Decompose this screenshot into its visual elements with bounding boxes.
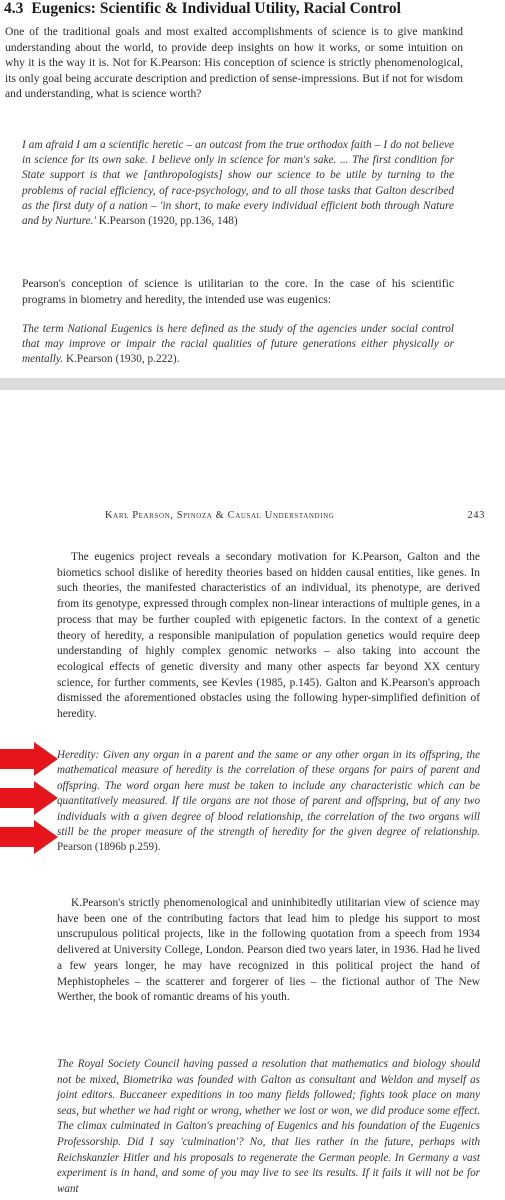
bottom-page (0, 390, 505, 1200)
red-arrow-icon (0, 781, 58, 815)
blockquote-1-citation: K.Pearson (1920, pp.136, 148) (98, 215, 238, 228)
blockquote-3 (57, 748, 480, 856)
paragraph-2: Pearson's conception of science is utilitarian to the core. In the case of his scientific programs in biometry and heredity, the intended use was eugenics: (22, 277, 454, 306)
blockquote-3-citation: Pearson (1896b p.259). (57, 841, 161, 854)
page-number: 243 (467, 510, 485, 521)
red-arrow-icon (0, 820, 58, 854)
blockquote-2-citation: K.Pearson (1930, p.222). (65, 353, 180, 366)
section-heading (4, 0, 504, 18)
running-head (105, 510, 495, 521)
paragraph-1: One of the traditional goals and most exalted accomplishments of science is to give mankind understanding about the world, to provide deep insights on how it works, or some intuition on why it is the way it is. Not for K.Pearson: His conception of science is strictly phenomenological, its only goal being accurate description and prediction of sense-impressions. But if not for wisdom and understanding, what is science worth? (5, 25, 463, 100)
section-title: Eugenics: Scientific & Individual Utility, Racial Control (31, 0, 401, 17)
blockquote-3-text: Heredity: Given any organ in a parent and the same or any other organ in its offspring, the mathematical measure of heredity is the correlation of these organs for pairs of parent and offspring. The word organ here must be taken to include any characteristic which can be quantitatively measured. If tile organs are not those of parent and offspring, but of any two individuals with a given degree of blood relationship, the correlation of the two organs will still be the proper measure of the strength of heredity for the given degree of relationship. (57, 749, 480, 839)
blockquote-1 (22, 138, 454, 229)
red-arrow-icon (0, 742, 58, 776)
blockquote-2 (22, 322, 454, 368)
section-number: 4.3 (4, 0, 24, 17)
paragraph-3: The eugenics project reveals a secondary motivation for K.Pearson, Galton and the biometics school dislike of heredity theories based on hidden causal entities, like genes. In such theories, the manifested characteristics of an individual, its phenotype, are derived from its genotype, expressed through complex non-linear interactions of multiple genes, in a process that may be further coupled with epigenetic factors. In the context of a genetic theory of heredity, a responsible manipulation of population genetics would require deep understanding of highly complex genomic networks – also taking into account the ecological effects of genetic diversity and many other aspects far beyond XX century science, for further comments, see Kevles (1985, p.145). Galton and K.Pearson's approach dismissed the aforementioned obstacles using the following hyper-simplified definition of heredity. (57, 551, 480, 721)
blockquote-4: The Royal Society Council having passed a resolution that mathematics and biology should not be mixed, Biometrika was founded with Galton as consultant and Weldon and myself as joint editors. Buccaneer expeditions in too many fields followed; fights took place on many seas, but whether we had right or wrong, whether we lost or won, we did produce some effect. The climax culminated in Galton's preaching of Eugenics and his foundation of the Eugenics Professorship. Did I say 'culmination'? No, that lies rather in the future, perhaps with Reichskanzler Hitler and his proposals to regenerate the German people. In Germany a vast experiment is in hand, and some of you may live to see its results. If it fails it will not be for want (57, 1058, 480, 1195)
blockquote-2-text: The term National Eugenics is here defined as the study of the agencies under social control that may improve or impair the racial qualities of future generations either physically or mentally. (22, 323, 454, 366)
running-head-title: Karl Pearson, Spinoza & Causal Understanding (105, 510, 335, 521)
page-divider (0, 378, 505, 390)
paragraph-4: K.Pearson's strictly phenomenological and uninhibitedly utilitarian view of science may have been one of the contributing factors that lead him to pledge his support to most unscrupulous political projects, like in the following quotation from a speech from 1934 delivered at University College, London. Pearson died two years later, in 1936. Had he lived a few years longer, he may have recognized in this political project the hand of Mephistopheles – the scatterer and forgerer of lies – the fictional author of The New Werther, the book of romantic dreams of his youth. (57, 897, 480, 1004)
blockquote-1-text: I am afraid I am a scientific heretic – an outcast from the true orthodox faith – I do not believe in science for its own sake. I believe only in science for man's sake. ... The first condition for State support is that we [anthropologists] show our science to be utile by turning to the problems of racial efficiency, of race-psychology, and to all those tasks that Galton described as the first duty of a nation – 'in short, to make every individual efficient both through Nature and by Nurture.' (22, 139, 454, 228)
top-page (0, 0, 505, 378)
